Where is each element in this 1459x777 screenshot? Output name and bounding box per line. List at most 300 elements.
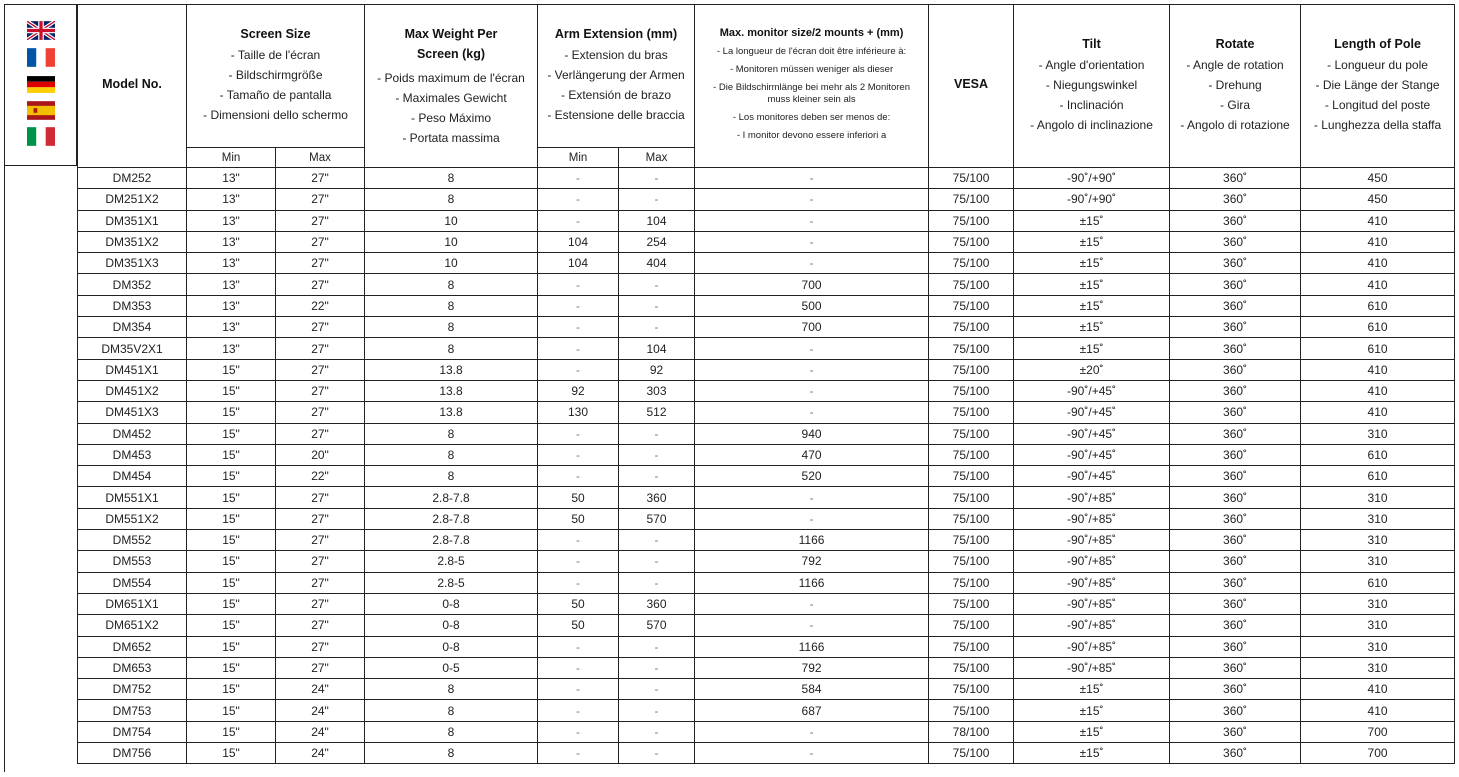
max-monitor-cell: - xyxy=(695,743,929,764)
table-row xyxy=(78,359,1455,380)
max-monitor-cell: - xyxy=(695,508,929,529)
screen-min-cell: 13" xyxy=(187,274,276,295)
max-weight-cell: 13.8 xyxy=(365,380,538,401)
screen-min-cell: 15" xyxy=(187,444,276,465)
tilt-cell: ±15˚ xyxy=(1014,210,1170,231)
tilt-cell: ±15˚ xyxy=(1014,679,1170,700)
rotate-cell: 360˚ xyxy=(1170,338,1301,359)
rotate-cell: 360˚ xyxy=(1170,636,1301,657)
arm-min-cell: - xyxy=(538,572,619,593)
header-line: - Angle de rotation xyxy=(1186,58,1284,72)
table-row xyxy=(78,700,1455,721)
rotate-cell: 360˚ xyxy=(1170,572,1301,593)
arm-max-cell: - xyxy=(619,295,695,316)
screen-min-cell: 13" xyxy=(187,210,276,231)
header-vesa-title: VESA xyxy=(954,77,989,91)
screen-max-cell: 22" xyxy=(276,295,365,316)
tilt-cell: ±15˚ xyxy=(1014,253,1170,274)
header-line: - Lunghezza della staffa xyxy=(1313,118,1442,132)
screen-min-cell: 15" xyxy=(187,572,276,593)
header-line: - Angle d'orientation xyxy=(1038,58,1145,72)
model-cell: DM652 xyxy=(78,636,187,657)
pole-length-cell: 310 xyxy=(1301,530,1455,551)
vesa-cell: 75/100 xyxy=(929,274,1014,295)
max-weight-cell: 0-5 xyxy=(365,657,538,678)
rotate-cell: 360˚ xyxy=(1170,700,1301,721)
rotate-cell: 360˚ xyxy=(1170,295,1301,316)
max-weight-cell: 8 xyxy=(365,168,538,189)
screen-max-cell: 27" xyxy=(276,636,365,657)
header-line: - Inclinación xyxy=(1059,98,1124,112)
screen-max-cell: 27" xyxy=(276,359,365,380)
max-monitor-cell: - xyxy=(695,253,929,274)
screen-max-cell: 27" xyxy=(276,189,365,210)
max-monitor-cell: 700 xyxy=(695,317,929,338)
max-weight-cell: 8 xyxy=(365,466,538,487)
arm-min-cell: - xyxy=(538,721,619,742)
tilt-cell: -90˚/+85˚ xyxy=(1014,508,1170,529)
pole-length-cell: 410 xyxy=(1301,274,1455,295)
screen-max-cell: 27" xyxy=(276,593,365,614)
table-row xyxy=(78,210,1455,231)
arm-max-cell: 360 xyxy=(619,593,695,614)
model-cell: DM453 xyxy=(78,444,187,465)
screen-max-cell: 24" xyxy=(276,700,365,721)
header-screen-max: Max xyxy=(276,148,365,168)
pole-length-cell: 610 xyxy=(1301,317,1455,338)
vesa-cell: 75/100 xyxy=(929,402,1014,423)
screen-min-cell: 15" xyxy=(187,615,276,636)
pole-length-cell: 700 xyxy=(1301,721,1455,742)
table-row xyxy=(78,189,1455,210)
screen-min-cell: 13" xyxy=(187,295,276,316)
max-monitor-cell: 1166 xyxy=(695,530,929,551)
screen-max-cell: 24" xyxy=(276,743,365,764)
header-line: - La longueur de l'écran doit être inférieure à: xyxy=(716,46,907,57)
arm-min-cell: 50 xyxy=(538,593,619,614)
pole-length-cell: 410 xyxy=(1301,402,1455,423)
max-weight-cell: 13.8 xyxy=(365,402,538,423)
table-row xyxy=(78,444,1455,465)
tilt-cell: ±15˚ xyxy=(1014,274,1170,295)
screen-min-cell: 13" xyxy=(187,231,276,252)
screen-min-cell: 15" xyxy=(187,359,276,380)
table-row xyxy=(78,295,1455,316)
vesa-cell: 75/100 xyxy=(929,253,1014,274)
arm-max-cell: - xyxy=(619,679,695,700)
rotate-cell: 360˚ xyxy=(1170,657,1301,678)
arm-max-cell: - xyxy=(619,189,695,210)
header-line: - Drehung xyxy=(1208,78,1262,92)
table-row xyxy=(78,253,1455,274)
arm-min-cell: - xyxy=(538,210,619,231)
pole-length-cell: 310 xyxy=(1301,657,1455,678)
arm-max-cell: - xyxy=(619,423,695,444)
tilt-cell: -90˚/+85˚ xyxy=(1014,487,1170,508)
max-monitor-cell: 940 xyxy=(695,423,929,444)
model-cell: DM653 xyxy=(78,657,187,678)
screen-max-cell: 27" xyxy=(276,274,365,295)
screen-max-cell: 27" xyxy=(276,231,365,252)
vesa-cell: 75/100 xyxy=(929,508,1014,529)
screen-min-cell: 15" xyxy=(187,380,276,401)
model-cell: DM756 xyxy=(78,743,187,764)
arm-min-cell: 130 xyxy=(538,402,619,423)
screen-min-cell: 13" xyxy=(187,253,276,274)
table-row xyxy=(78,402,1455,423)
arm-min-cell: - xyxy=(538,743,619,764)
max-weight-cell: 2.8-5 xyxy=(365,551,538,572)
max-weight-cell: 8 xyxy=(365,444,538,465)
pole-length-cell: 610 xyxy=(1301,295,1455,316)
spec-table-body xyxy=(78,168,1455,764)
arm-max-cell: - xyxy=(619,721,695,742)
table-row xyxy=(78,530,1455,551)
model-cell: DM554 xyxy=(78,572,187,593)
screen-max-cell: 27" xyxy=(276,572,365,593)
tilt-cell: -90˚/+85˚ xyxy=(1014,657,1170,678)
pole-length-cell: 310 xyxy=(1301,423,1455,444)
france-flag-icon xyxy=(27,48,55,67)
tilt-cell: -90˚/+85˚ xyxy=(1014,636,1170,657)
screen-max-cell: 27" xyxy=(276,423,365,444)
screen-max-cell: 27" xyxy=(276,508,365,529)
table-row xyxy=(78,551,1455,572)
uk-flag-icon xyxy=(27,21,55,40)
max-weight-cell: 2.8-5 xyxy=(365,572,538,593)
header-line: - Extension du bras xyxy=(564,48,668,62)
arm-min-cell: - xyxy=(538,274,619,295)
arm-min-cell: - xyxy=(538,359,619,380)
header-rotate-title: Rotate xyxy=(1215,37,1255,51)
arm-min-cell: - xyxy=(538,317,619,338)
rotate-cell: 360˚ xyxy=(1170,551,1301,572)
tilt-cell: ±15˚ xyxy=(1014,317,1170,338)
model-cell: DM252 xyxy=(78,168,187,189)
arm-max-cell: - xyxy=(619,466,695,487)
screen-max-cell: 27" xyxy=(276,530,365,551)
tilt-cell: -90˚/+45˚ xyxy=(1014,423,1170,444)
max-weight-cell: 0-8 xyxy=(365,615,538,636)
screen-min-cell: 15" xyxy=(187,700,276,721)
arm-min-cell: - xyxy=(538,530,619,551)
pole-length-cell: 610 xyxy=(1301,572,1455,593)
screen-min-cell: 15" xyxy=(187,530,276,551)
screen-max-cell: 27" xyxy=(276,317,365,338)
pole-length-cell: 610 xyxy=(1301,466,1455,487)
max-monitor-cell: - xyxy=(695,359,929,380)
max-monitor-cell: 584 xyxy=(695,679,929,700)
max-weight-cell: 8 xyxy=(365,721,538,742)
rotate-cell: 360˚ xyxy=(1170,168,1301,189)
header-line: - Estensione delle braccia xyxy=(547,108,685,122)
screen-min-cell: 15" xyxy=(187,466,276,487)
header-arm-extension xyxy=(538,5,695,148)
max-weight-cell: 10 xyxy=(365,231,538,252)
table-row xyxy=(78,743,1455,764)
screen-min-cell: 15" xyxy=(187,679,276,700)
table-row xyxy=(78,636,1455,657)
tilt-cell: ±20˚ xyxy=(1014,359,1170,380)
tilt-cell: -90˚/+85˚ xyxy=(1014,551,1170,572)
table-row xyxy=(78,317,1455,338)
screen-min-cell: 15" xyxy=(187,593,276,614)
screen-max-cell: 24" xyxy=(276,721,365,742)
screen-max-cell: 27" xyxy=(276,380,365,401)
max-weight-cell: 8 xyxy=(365,295,538,316)
screen-min-cell: 15" xyxy=(187,402,276,423)
pole-length-cell: 310 xyxy=(1301,636,1455,657)
arm-max-cell: - xyxy=(619,551,695,572)
vesa-cell: 75/100 xyxy=(929,168,1014,189)
max-weight-cell: 0-8 xyxy=(365,636,538,657)
table-row xyxy=(78,572,1455,593)
table-row xyxy=(78,615,1455,636)
arm-min-cell: 104 xyxy=(538,231,619,252)
max-monitor-cell: - xyxy=(695,338,929,359)
max-monitor-cell: - xyxy=(695,487,929,508)
screen-min-cell: 15" xyxy=(187,657,276,678)
header-line: - Longueur du pole xyxy=(1327,58,1428,72)
header-line: - Taille de l'écran xyxy=(230,48,321,62)
tilt-cell: ±15˚ xyxy=(1014,231,1170,252)
pole-length-cell: 610 xyxy=(1301,338,1455,359)
vesa-cell: 75/100 xyxy=(929,743,1014,764)
model-cell: DM752 xyxy=(78,679,187,700)
arm-max-cell: 254 xyxy=(619,231,695,252)
header-line: - Peso Máximo xyxy=(411,111,492,125)
screen-max-cell: 27" xyxy=(276,253,365,274)
max-weight-cell: 8 xyxy=(365,317,538,338)
screen-min-cell: 13" xyxy=(187,168,276,189)
rotate-cell: 360˚ xyxy=(1170,210,1301,231)
max-monitor-cell: 792 xyxy=(695,551,929,572)
vesa-cell: 75/100 xyxy=(929,657,1014,678)
arm-min-cell: 50 xyxy=(538,508,619,529)
table-row xyxy=(78,721,1455,742)
model-cell: DM651X2 xyxy=(78,615,187,636)
header-arm-max: Max xyxy=(619,148,695,168)
model-cell: DM354 xyxy=(78,317,187,338)
vesa-cell: 75/100 xyxy=(929,700,1014,721)
arm-min-cell: - xyxy=(538,551,619,572)
arm-min-cell: 92 xyxy=(538,380,619,401)
rotate-cell: 360˚ xyxy=(1170,423,1301,444)
max-weight-cell: 8 xyxy=(365,423,538,444)
tilt-cell: -90˚/+85˚ xyxy=(1014,593,1170,614)
model-cell: DM753 xyxy=(78,700,187,721)
max-monitor-cell: - xyxy=(695,210,929,231)
max-monitor-cell: 792 xyxy=(695,657,929,678)
screen-min-cell: 15" xyxy=(187,423,276,444)
arm-max-cell: 360 xyxy=(619,487,695,508)
rotate-cell: 360˚ xyxy=(1170,743,1301,764)
max-monitor-cell: 470 xyxy=(695,444,929,465)
header-line: - Verlängerung der Armen xyxy=(547,68,685,82)
arm-max-cell: - xyxy=(619,168,695,189)
vesa-cell: 75/100 xyxy=(929,636,1014,657)
arm-max-cell: 92 xyxy=(619,359,695,380)
header-model xyxy=(78,5,187,168)
spain-flag-icon xyxy=(27,101,55,120)
max-weight-cell: 13.8 xyxy=(365,359,538,380)
max-weight-cell: 8 xyxy=(365,189,538,210)
arm-max-cell: 104 xyxy=(619,338,695,359)
pole-length-cell: 700 xyxy=(1301,743,1455,764)
table-row xyxy=(78,657,1455,678)
model-cell: DM451X2 xyxy=(78,380,187,401)
pole-length-cell: 410 xyxy=(1301,679,1455,700)
header-arm-min: Min xyxy=(538,148,619,168)
vesa-cell: 75/100 xyxy=(929,380,1014,401)
arm-max-cell: - xyxy=(619,530,695,551)
model-cell: DM454 xyxy=(78,466,187,487)
vesa-cell: 75/100 xyxy=(929,615,1014,636)
max-monitor-cell: 520 xyxy=(695,466,929,487)
tilt-cell: -90˚/+45˚ xyxy=(1014,380,1170,401)
arm-min-cell: 50 xyxy=(538,615,619,636)
max-weight-cell: 8 xyxy=(365,700,538,721)
header-line: - Extensión de brazo xyxy=(560,88,672,102)
arm-max-cell: - xyxy=(619,572,695,593)
screen-max-cell: 27" xyxy=(276,657,365,678)
rotate-cell: 360˚ xyxy=(1170,317,1301,338)
tilt-cell: ±15˚ xyxy=(1014,743,1170,764)
vesa-cell: 75/100 xyxy=(929,466,1014,487)
header-max-monitor xyxy=(695,5,929,168)
rotate-cell: 360˚ xyxy=(1170,189,1301,210)
rotate-cell: 360˚ xyxy=(1170,253,1301,274)
header-line: - Niegungswinkel xyxy=(1045,78,1138,92)
header-screen-min: Min xyxy=(187,148,276,168)
vesa-cell: 75/100 xyxy=(929,530,1014,551)
model-cell: DM353 xyxy=(78,295,187,316)
pole-length-cell: 410 xyxy=(1301,231,1455,252)
header-line: - Monitoren müssen weniger als dieser xyxy=(729,64,894,75)
screen-max-cell: 22" xyxy=(276,466,365,487)
model-cell: DM451X1 xyxy=(78,359,187,380)
header-pole xyxy=(1301,5,1455,168)
rotate-cell: 360˚ xyxy=(1170,274,1301,295)
max-monitor-cell: - xyxy=(695,402,929,423)
screen-max-cell: 27" xyxy=(276,402,365,423)
header-line: - Maximales Gewicht xyxy=(395,91,507,105)
rotate-cell: 360˚ xyxy=(1170,231,1301,252)
vesa-cell: 75/100 xyxy=(929,487,1014,508)
vesa-cell: 78/100 xyxy=(929,721,1014,742)
table-row xyxy=(78,593,1455,614)
arm-min-cell: - xyxy=(538,295,619,316)
max-monitor-cell: 700 xyxy=(695,274,929,295)
screen-min-cell: 15" xyxy=(187,743,276,764)
screen-max-cell: 27" xyxy=(276,210,365,231)
screen-max-cell: 27" xyxy=(276,338,365,359)
max-weight-cell: 10 xyxy=(365,253,538,274)
header-arm-extension-title: Arm Extension (mm) xyxy=(554,27,678,41)
vesa-cell: 75/100 xyxy=(929,359,1014,380)
table-row xyxy=(78,168,1455,189)
arm-min-cell: - xyxy=(538,189,619,210)
arm-min-cell: 104 xyxy=(538,253,619,274)
model-cell: DM651X1 xyxy=(78,593,187,614)
arm-min-cell: 50 xyxy=(538,487,619,508)
screen-min-cell: 13" xyxy=(187,338,276,359)
arm-min-cell: - xyxy=(538,657,619,678)
vesa-cell: 75/100 xyxy=(929,317,1014,338)
header-line: - Longitud del poste xyxy=(1324,98,1431,112)
tilt-cell: -90˚/+45˚ xyxy=(1014,466,1170,487)
vesa-cell: 75/100 xyxy=(929,593,1014,614)
arm-min-cell: - xyxy=(538,444,619,465)
arm-max-cell: - xyxy=(619,657,695,678)
vesa-cell: 75/100 xyxy=(929,189,1014,210)
max-weight-cell: 2.8-7.8 xyxy=(365,530,538,551)
header-screen-size-title: Screen Size xyxy=(240,27,311,41)
header-max-weight xyxy=(365,5,538,168)
max-monitor-cell: - xyxy=(695,189,929,210)
pole-length-cell: 450 xyxy=(1301,189,1455,210)
arm-max-cell: 404 xyxy=(619,253,695,274)
arm-max-cell: - xyxy=(619,743,695,764)
pole-length-cell: 450 xyxy=(1301,168,1455,189)
max-monitor-cell: - xyxy=(695,380,929,401)
arm-max-cell: - xyxy=(619,636,695,657)
tilt-cell: ±15˚ xyxy=(1014,295,1170,316)
arm-max-cell: - xyxy=(619,700,695,721)
tilt-cell: -90˚/+85˚ xyxy=(1014,615,1170,636)
tilt-cell: ±15˚ xyxy=(1014,700,1170,721)
vesa-cell: 75/100 xyxy=(929,231,1014,252)
model-cell: DM553 xyxy=(78,551,187,572)
table-row xyxy=(78,487,1455,508)
header-line: - Dimensioni dello schermo xyxy=(203,108,348,122)
max-weight-cell: 0-8 xyxy=(365,593,538,614)
pole-length-cell: 410 xyxy=(1301,359,1455,380)
header-model-title: Model No. xyxy=(102,77,162,91)
table-row xyxy=(78,508,1455,529)
germany-flag-icon xyxy=(27,75,55,94)
table-row xyxy=(78,231,1455,252)
pole-length-cell: 410 xyxy=(1301,380,1455,401)
rotate-cell: 360˚ xyxy=(1170,530,1301,551)
max-monitor-cell: - xyxy=(695,721,929,742)
arm-min-cell: - xyxy=(538,700,619,721)
rotate-cell: 360˚ xyxy=(1170,615,1301,636)
header-line: - Gira xyxy=(1220,98,1251,112)
model-cell: DM251X2 xyxy=(78,189,187,210)
model-cell: DM754 xyxy=(78,721,187,742)
model-cell: DM351X2 xyxy=(78,231,187,252)
table-row xyxy=(78,338,1455,359)
model-cell: DM352 xyxy=(78,274,187,295)
pole-length-cell: 310 xyxy=(1301,487,1455,508)
screen-min-cell: 15" xyxy=(187,487,276,508)
arm-min-cell: - xyxy=(538,423,619,444)
tilt-cell: -90˚/+85˚ xyxy=(1014,572,1170,593)
max-monitor-cell: 500 xyxy=(695,295,929,316)
arm-max-cell: - xyxy=(619,317,695,338)
max-weight-cell: 8 xyxy=(365,274,538,295)
rotate-cell: 360˚ xyxy=(1170,508,1301,529)
arm-min-cell: - xyxy=(538,338,619,359)
pole-length-cell: 310 xyxy=(1301,593,1455,614)
vesa-cell: 75/100 xyxy=(929,572,1014,593)
arm-max-cell: 570 xyxy=(619,615,695,636)
arm-max-cell: - xyxy=(619,444,695,465)
rotate-cell: 360˚ xyxy=(1170,359,1301,380)
header-line: - Portata massima xyxy=(402,131,500,145)
model-cell: DM551X2 xyxy=(78,508,187,529)
